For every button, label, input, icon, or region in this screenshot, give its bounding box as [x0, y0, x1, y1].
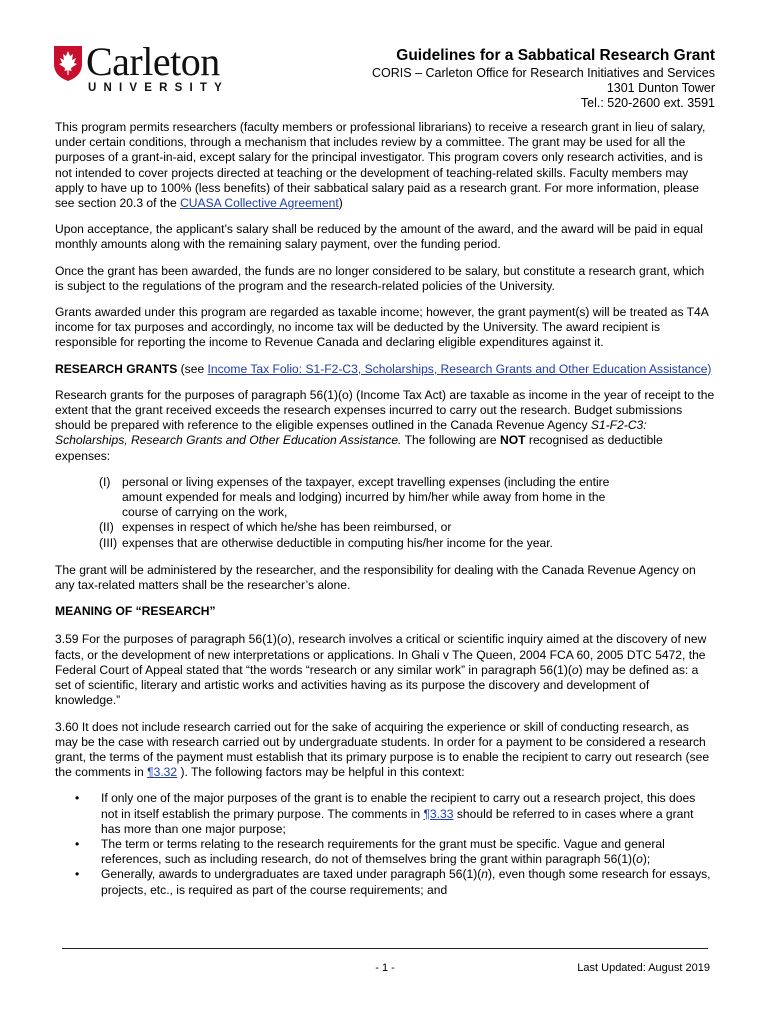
research-grants-heading: RESEARCH GRANTS (see Income Tax Folio: S1-F2-C3, Scholarships, Research Grants and Other Education Assistance): [55, 361, 712, 376]
cuasa-agreement-link[interactable]: CUASA Collective Agreement: [180, 196, 339, 211]
office-phone: Tel.: 520-2600 ext. 3591: [580, 96, 715, 110]
intro-paragraph: This program permits researchers (faculty members or professional librarians) to receive a research grant in lieu of salary, under certain conditions, through a mechanism that includes review by a committee. The grant may be used for all the purposes of a grant-in-aid, except salary for the principal investigator. This program covers only research activities, and is not intended to cover projects directed at teaching or the development of teaching-related skills. Faculty members may apply to have up to 100% (less benefits) of their sabbatical salary paid as a research grant. For more information, please see section 20.3 of the CUASA Collective Agreement): [55, 120, 706, 211]
maple-leaf-shield-icon: [52, 44, 84, 82]
non-deductible-list: [55, 475, 715, 551]
list-item: • Generally, awards to undergraduates are taxed under paragraph 56(1)(n), even though some research for essays, projects, etc., is required as part of the course requirements; and: [55, 867, 715, 897]
section-3-32-link[interactable]: ¶3.32: [147, 765, 178, 780]
list-item: (III) expenses that are otherwise deductible in computing his/her income for the year.: [99, 535, 553, 550]
office-address: 1301 Dunton Tower: [606, 81, 715, 95]
research-grants-paragraph: Research grants for the purposes of paragraph 56(1)(o) (Income Tax Act) are taxable as income in the year of receipt to the extent that the grant received exceeds the research expenses incurred to carry out the research. Budget submissions should be prepared with reference to the eligible expenses outlined in the Canada Revenue Agency S1-F2-C3: Scholarships, Research Grants and Other Education Assistance. The following are NOT recognised as deductible expenses:: [55, 387, 715, 463]
footer-divider: [62, 948, 708, 949]
section-3-60-paragraph: 3.60 It does not include research carried out for the sake of acquiring the experience or skill of conducting research, as may be the case with research carried out by undergraduate students. In order for a payment to be considered a research grant, the terms of the payment must establish that its primary purpose is to enable the recipient to carry out research (see the comments in ¶3.32 ). The following factors may be helpful in this context:: [55, 719, 710, 780]
page-number: - 1 -: [375, 962, 395, 974]
office-name: CORIS – Carleton Office for Research Initiatives and Services: [372, 66, 715, 80]
last-updated: Last Updated: August 2019: [577, 962, 710, 974]
section-3-59-paragraph: 3.59 For the purposes of paragraph 56(1)(o), research involves a critical or scientific inquiry aimed at the discovery of new facts, or the development of new interpretations or applications. In Ghali v The Queen, 2004 FCA 60, 2005 DTC 5472, the Federal Court of Appeal stated that “the words “research or any similar work” in paragraph 56(1)(o) may be defined as: a set of scientific, literary and artistic works and activities having as its purpose the discovery and development of knowledge.”: [55, 632, 707, 708]
list-item: (I) personal or living expenses of the taxpayer, except travelling expenses (including the entire amount expended for meals and lodging) incurred by him/her while away from home in the course of carrying on the work,: [99, 474, 610, 520]
logo-university: UNIVERSITY: [88, 82, 230, 94]
meaning-heading: MEANING OF “RESEARCH”: [55, 604, 216, 619]
logo-wordmark: Carleton: [86, 39, 220, 84]
salary-paragraph: Upon acceptance, the applicant’s salary shall be reduced by the amount of the award, and the award will be paid in equal monthly amounts along with the remaining salary payment, over the funding period.: [55, 222, 703, 252]
income-tax-folio-link[interactable]: Income Tax Folio: S1-F2-C3, Scholarships, Research Grants and Other Education Assistance): [207, 361, 712, 376]
factors-list: [55, 791, 715, 897]
document-header: [372, 46, 715, 111]
document-body: [55, 120, 715, 898]
carleton-logo: [52, 39, 252, 98]
administration-paragraph: The grant will be administered by the researcher, and the responsibility for dealing with the Canada Revenue Agency on any tax-related matters shall be the researcher’s alone.: [55, 562, 696, 593]
grant-status-paragraph: Once the grant has been awarded, the funds are no longer considered to be salary, but constitute a research grant, which is subject to the regulations of the program and the research-related policies of the University.: [55, 263, 705, 293]
section-3-33-link[interactable]: ¶3.33: [423, 806, 454, 821]
list-item: • If only one of the major purposes of the grant is to enable the recipient to carry out a research project, this does not in itself establish the primary purpose. The comments in ¶3.33 should be referred to in cases where a grant has more than one major purpose;: [55, 791, 715, 837]
list-item: (II) expenses in respect of which he/she has been reimbursed, or: [99, 520, 452, 535]
taxation-paragraph: Grants awarded under this program are regarded as taxable income; however, the grant payment(s) will be treated as T4A income for tax purposes and accordingly, no income tax will be deducted by the University. The award recipient is responsible for reporting the income to Revenue Canada and declaring eligible expenditures against it.: [55, 305, 709, 350]
list-item: • The term or terms relating to the research requirements for the grant must be specific. Vague and general references, such as including research, do not of themselves bring the grant within paragraph 56(1)(o);: [55, 837, 715, 867]
page-title: Guidelines for a Sabbatical Research Grant: [396, 47, 715, 64]
